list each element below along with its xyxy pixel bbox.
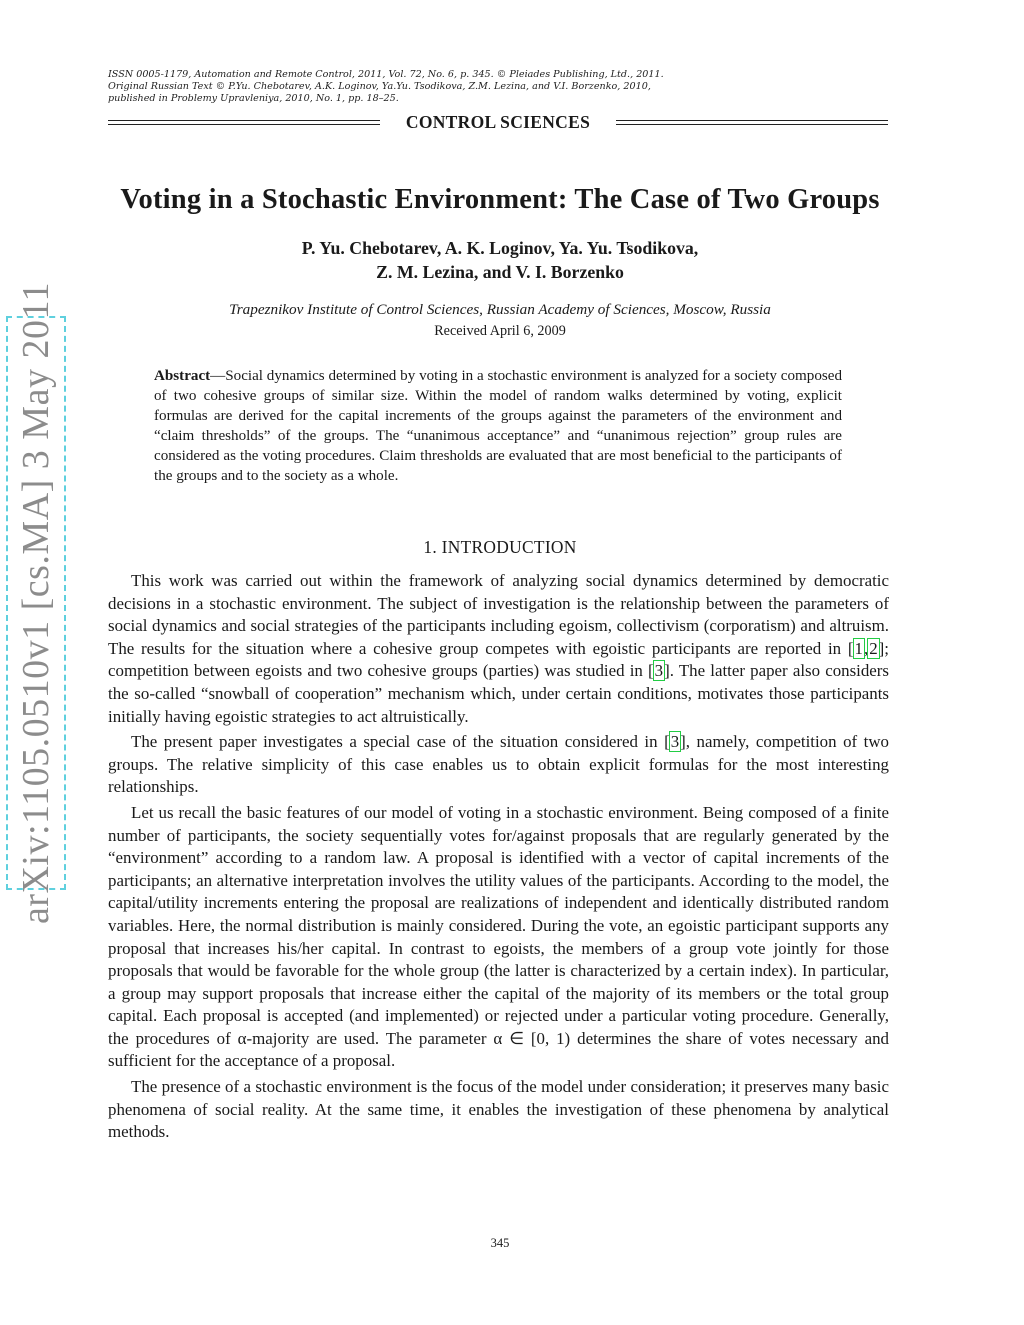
- citation-link-3[interactable]: 3: [654, 661, 664, 681]
- paragraph-3: Let us recall the basic features of our model of voting in a stochastic environment. Being composed of a finite number of participants, the society sequentially votes for/against proposals that are regularly generated by the “environment” according to a random law. A proposal is identified with a vector of capital increments of the participants; an alternative interpretation involves the utility values of the participants. According to the model, the capital/utility increments entering the proposal are realizations of independent and identically distributed random variables. Here, the normal distribution is mainly considered. During the vote, an egoistic participant supports any proposal that increases his/her capital. In contrast to egoists, the members of a group vote jointly for those proposals that would be favorable for the whole group (the latter is characterized by a certain index). In particular, a group may support proposals that increase either the capital of the majority of its members or the total group capital. Each proposal is accepted (and implemented) or rejected under a particular voting procedure. Generally, the procedures of α-majority are used. The parameter α ∈ [0, 1) determines the share of votes necessary and sufficient for the acceptance of a proposal.: [108, 802, 889, 1071]
- header-line-2: Original Russian Text © P.Yu. Chebotarev, A.K. Loginov, Ya.Yu. Tsodikova, Z.M. Lezina, and V.I. Borzenko, 2010,: [108, 81, 651, 92]
- abstract-label: Abstract: [154, 368, 211, 384]
- header-line-1: ISSN 0005-1179, Automation and Remote Control, 2011, Vol. 72, No. 6, p. 345. © Pleiades Publishing, Ltd., 2011.: [108, 69, 664, 80]
- paragraph-1-text-a: This work was carried out within the framework of analyzing social dynamics determined by democratic decisions in a stochastic environment. The subject of investigation is the relationship between the parameters of social dynamics and social strategies of the participants including egoism, collectivism (corporatism) and altruism. The results for the situation where a cohesive group competes with egoistic participants are reported in [: [108, 571, 889, 658]
- author-list: [200, 236, 800, 284]
- citation-separator: ,: [863, 638, 869, 658]
- body-text: [108, 570, 889, 1147]
- arxiv-stamp[interactable]: [6, 281, 66, 925]
- authors-line-1: P. Yu. Chebotarev, A. K. Loginov, Ya. Yu. Tsodikova,: [301, 238, 699, 258]
- authors-line-2: Z. M. Lezina, and V. I. Borzenko: [376, 262, 624, 282]
- abstract: [154, 366, 842, 486]
- paragraph-1: [108, 570, 889, 728]
- citation-link-1[interactable]: 1: [854, 638, 863, 658]
- band-rule-left: [108, 120, 380, 125]
- arxiv-stamp-text: arXiv:1105.0510v1 [cs.MA] 3 May 2011: [15, 281, 57, 925]
- section-label: CONTROL SCIENCES: [405, 112, 591, 132]
- citation-link-2[interactable]: 2: [869, 638, 878, 658]
- section-band: [108, 112, 888, 134]
- citation-link-3b[interactable]: 3: [670, 732, 680, 752]
- paper-title: Voting in a Stochastic Environment: The Case of Two Groups: [120, 184, 880, 215]
- abstract-text: —Social dynamics determined by voting in a stochastic environment is analyzed for a society composed of two cohesive groups of similar size. Within the model of random walks determined by voting, explicit formulas are derived for the capital increments of the groups against the parameters of the environment and “claim thresholds” of the groups. The “unanimous acceptance” and “unanimous rejection” group rules are considered as the voting procedures. Claim thresholds are evaluated that are most beneficial to the participants of the groups and to the society as a whole.: [154, 368, 842, 484]
- paragraph-2: [108, 731, 889, 799]
- band-rule-right: [616, 120, 888, 125]
- paragraph-1-text-b: ]; competition between egoists and two cohesive groups (parties) was studied in [: [108, 638, 889, 681]
- journal-header: [108, 69, 808, 105]
- received-date: Received April 6, 2009: [434, 323, 566, 339]
- paragraph-4: The presence of a stochastic environment is the focus of the model under consideration; it preserves many basic phenomena of social reality. At the same time, it enables the investigation of these phenomena by analytical methods.: [108, 1077, 889, 1142]
- header-line-3: published in Problemy Upravleniya, 2010, No. 1, pp. 18–25.: [108, 93, 399, 104]
- page-number: 345: [490, 1236, 510, 1250]
- paragraph-2-text-a: The present paper investigates a special case of the situation considered in [: [131, 732, 670, 752]
- affiliation: Trapeznikov Institute of Control Sciences, Russian Academy of Sciences, Moscow, Russia: [229, 301, 771, 318]
- paragraph-1-text-c: ]. The latter paper also considers the so-called “snowball of cooperation” mechanism which, under certain conditions, motivates those participants initially having egoistic strategies to act altruistically.: [108, 661, 889, 726]
- paragraph-2-text-b: ], namely, competition of two groups. The relative simplicity of this case enables us to obtain explicit formulas for the most interesting relationships.: [108, 732, 889, 797]
- section-heading: 1. INTRODUCTION: [423, 537, 577, 557]
